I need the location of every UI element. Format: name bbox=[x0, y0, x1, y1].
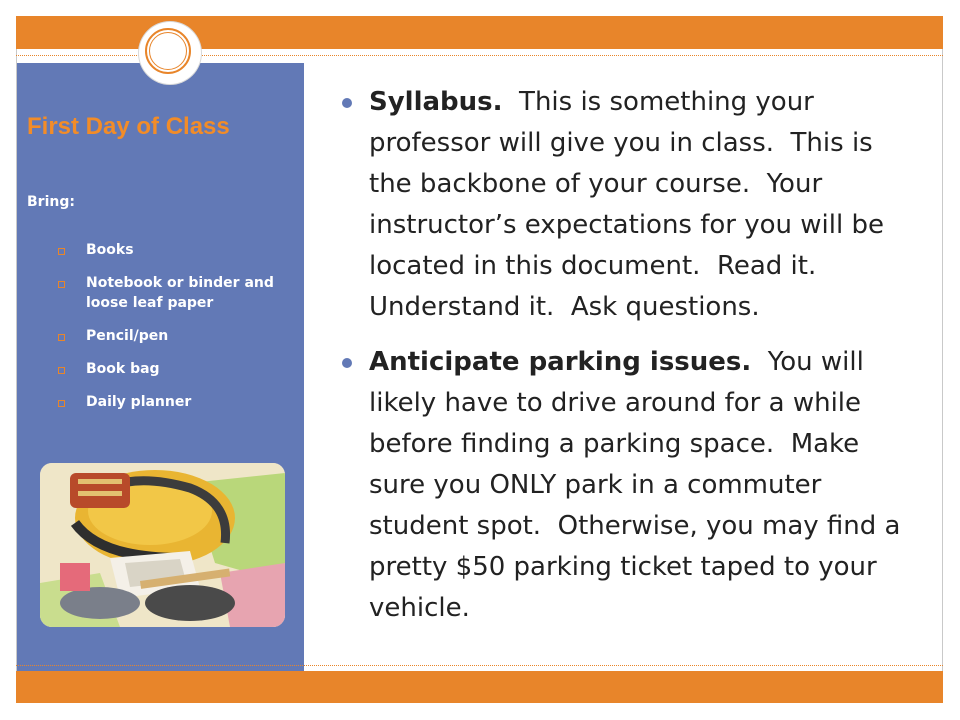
sidebar-title: First Day of Class bbox=[27, 113, 230, 140]
bottom-accent-bar bbox=[16, 671, 943, 703]
checkbox-square-icon bbox=[58, 248, 65, 255]
bring-item-label: Books bbox=[86, 242, 134, 258]
bullet-dot-icon bbox=[342, 358, 352, 368]
backpack-photo bbox=[40, 463, 285, 627]
bring-item-label: Daily planner bbox=[86, 394, 192, 410]
bullet-text: This is something your professor will give you in class. This is the backbone of your course. Your instructor’s expectations for you will be located in this document. Read it. Understand it. Ask questions. bbox=[369, 87, 893, 322]
bring-item bbox=[56, 273, 296, 313]
main-bullet-syllabus bbox=[340, 82, 915, 328]
checkbox-square-icon bbox=[58, 281, 65, 288]
bullet-lead: Anticipate parking issues. bbox=[369, 347, 752, 377]
bring-item-label: Notebook or binder and loose leaf paper bbox=[86, 275, 274, 311]
bring-item bbox=[56, 392, 296, 412]
checkbox-square-icon bbox=[58, 334, 65, 341]
bring-list bbox=[56, 240, 296, 425]
sidebar-subtitle: Bring: bbox=[27, 194, 75, 210]
circle-ring-inner bbox=[149, 32, 187, 70]
main-bullet-parking bbox=[340, 342, 915, 629]
bring-item bbox=[56, 240, 296, 260]
main-bullet-list bbox=[340, 82, 915, 643]
bullet-text: You will likely have to drive around for a while before finding a parking space. Make sure you ONLY park in a commuter student spot. Otherwise, you may find a pretty $50 parking ticket taped to your vehicle. bbox=[369, 347, 909, 623]
bring-item-label: Pencil/pen bbox=[86, 328, 169, 344]
bullet-lead: Syllabus. bbox=[369, 87, 503, 117]
bring-item bbox=[56, 359, 296, 379]
bullet-dot-icon bbox=[342, 98, 352, 108]
bring-item bbox=[56, 326, 296, 346]
checkbox-square-icon bbox=[58, 400, 65, 407]
bring-item-label: Book bag bbox=[86, 361, 160, 377]
checkbox-square-icon bbox=[58, 367, 65, 374]
backpack-illustration bbox=[40, 463, 285, 627]
bottom-dotted-rule bbox=[16, 665, 943, 666]
